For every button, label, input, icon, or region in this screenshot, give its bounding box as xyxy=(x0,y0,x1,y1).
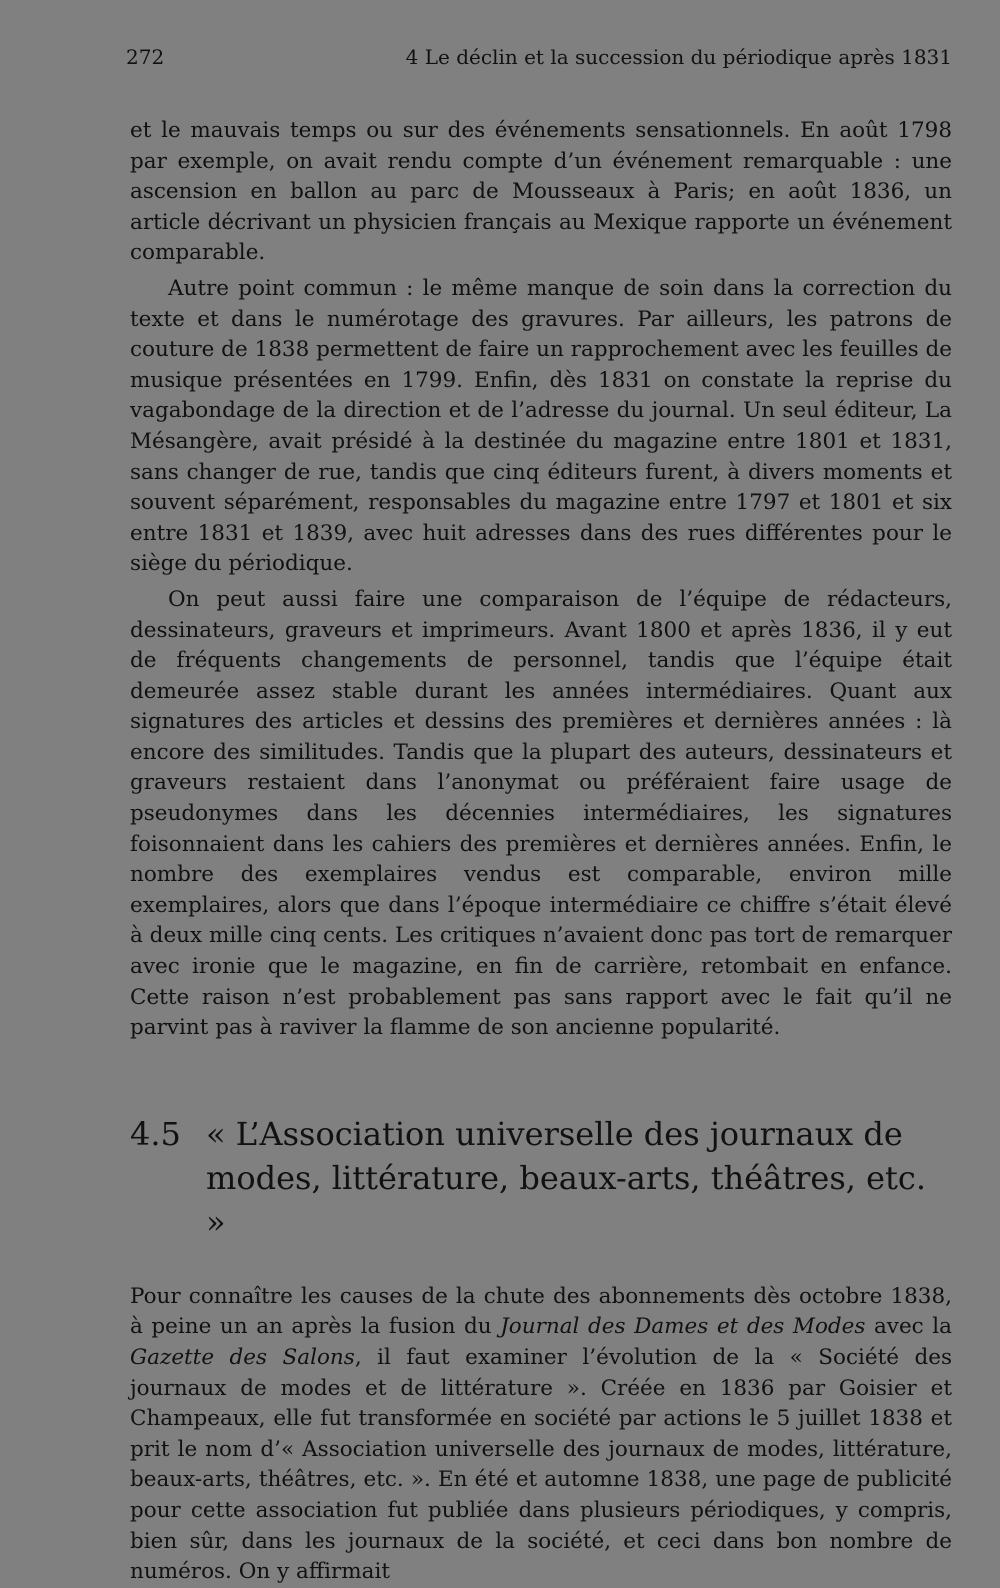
journal-title: Journal des Dames et des Modes xyxy=(500,1314,866,1340)
body-text xyxy=(130,116,952,1044)
paragraph: Autre point commun : le même manque de soin dans la correction du texte et dans le numérotage des gravures. Par ailleurs, les patrons de couture de 1838 permettent de faire un rapprochement avec les feuilles de musique présentées en 1799. Enfin, dès 1831 on constate la reprise du vagabondage de la direction et de l’adresse du journal. Un seul éditeur, La Mésangère, avait présidé à la destinée du magazine entre 1801 et 1831, sans changer de rue, tandis que cinq éditeurs furent, à divers moments et souvent séparément, responsables du magazine entre 1797 et 1801 et six entre 1831 et 1839, avec huit adresses dans des rues différentes pour le siège du périodique. xyxy=(130,275,952,577)
section-text-part: Pour connaître les causes de la chute des abonnements dès octobre 1838, à peine un an après la fusion du xyxy=(130,1283,952,1340)
section-title: « L’Association universelle des journaux de modes, littérature, beaux-arts, théâtres, etc. » xyxy=(206,1114,926,1241)
section-text-part: avec la xyxy=(865,1314,952,1340)
journal-title: Gazette des Salons xyxy=(130,1345,355,1370)
chapter-title: 4 Le déclin et la succession du périodique après 1831 xyxy=(405,45,952,69)
section-number: 4.5 xyxy=(130,1114,181,1153)
paragraph: On peut aussi faire une comparaison de l’équipe de rédacteurs, dessinateurs, graveurs et imprimeurs. Avant 1800 et après 1836, il y eut de fréquents changements de personnel, tandis que l’équipe était demeurée assez stable durant les années intermédiaires. Quant aux signatures des articles et dessins des premières et dernières années : là encore des similitudes. Tandis que la plupart des auteurs, dessinateurs et graveurs restaient dans l’anonymat ou préféraient faire usage de pseudonymes dans les décennies intermédiaires, les signatures foisonnaient dans les cahiers des premières et dernières années. Enfin, le nombre des exemplaires vendus est comparable, environ mille exemplaires, alors que dans l’époque intermédiaire ce chiffre s’était élevé à deux mille cinq cents. Les critiques n’avaient donc pas tort de remarquer avec ironie que le magazine, en fin de carrière, retombait en enfance. Cette raison n’est probablement pas sans rapport avec le fait qu’il ne parvint pas à raviver la flamme de son ancienne popularité. xyxy=(130,586,952,1041)
running-head xyxy=(126,40,952,74)
paragraph: et le mauvais temps ou sur des événements sensationnels. En août 1798 par exemple, on avait rendu compte d’un événement remarquable : une ascension en ballon au parc de Mousseaux à Paris; en août 1836, un article décrivant un physicien français au Mexique rapporte un événement comparable. xyxy=(130,118,952,266)
section-paragraph xyxy=(130,1282,952,1588)
section-heading xyxy=(130,1112,952,1244)
section-text-part: , il faut examiner l’évolution de la « Société des journaux de modes et de littérature ». Créée en 1836 par Goisier et Champeaux, elle fut transformée en société par actions le 5 juillet 1838 et prit le nom d’« Association universelle des journaux de modes, littérature, beaux-arts, théâtres, etc. ». En été et automne 1838, une page de publicité pour cette association fut publiée dans plusieurs périodiques, y compris, bien sûr, dans les journaux de la société, et ceci dans bon nombre de numéros. On y affirmait xyxy=(130,1345,952,1585)
page xyxy=(126,40,952,1588)
page-number: 272 xyxy=(126,45,165,69)
